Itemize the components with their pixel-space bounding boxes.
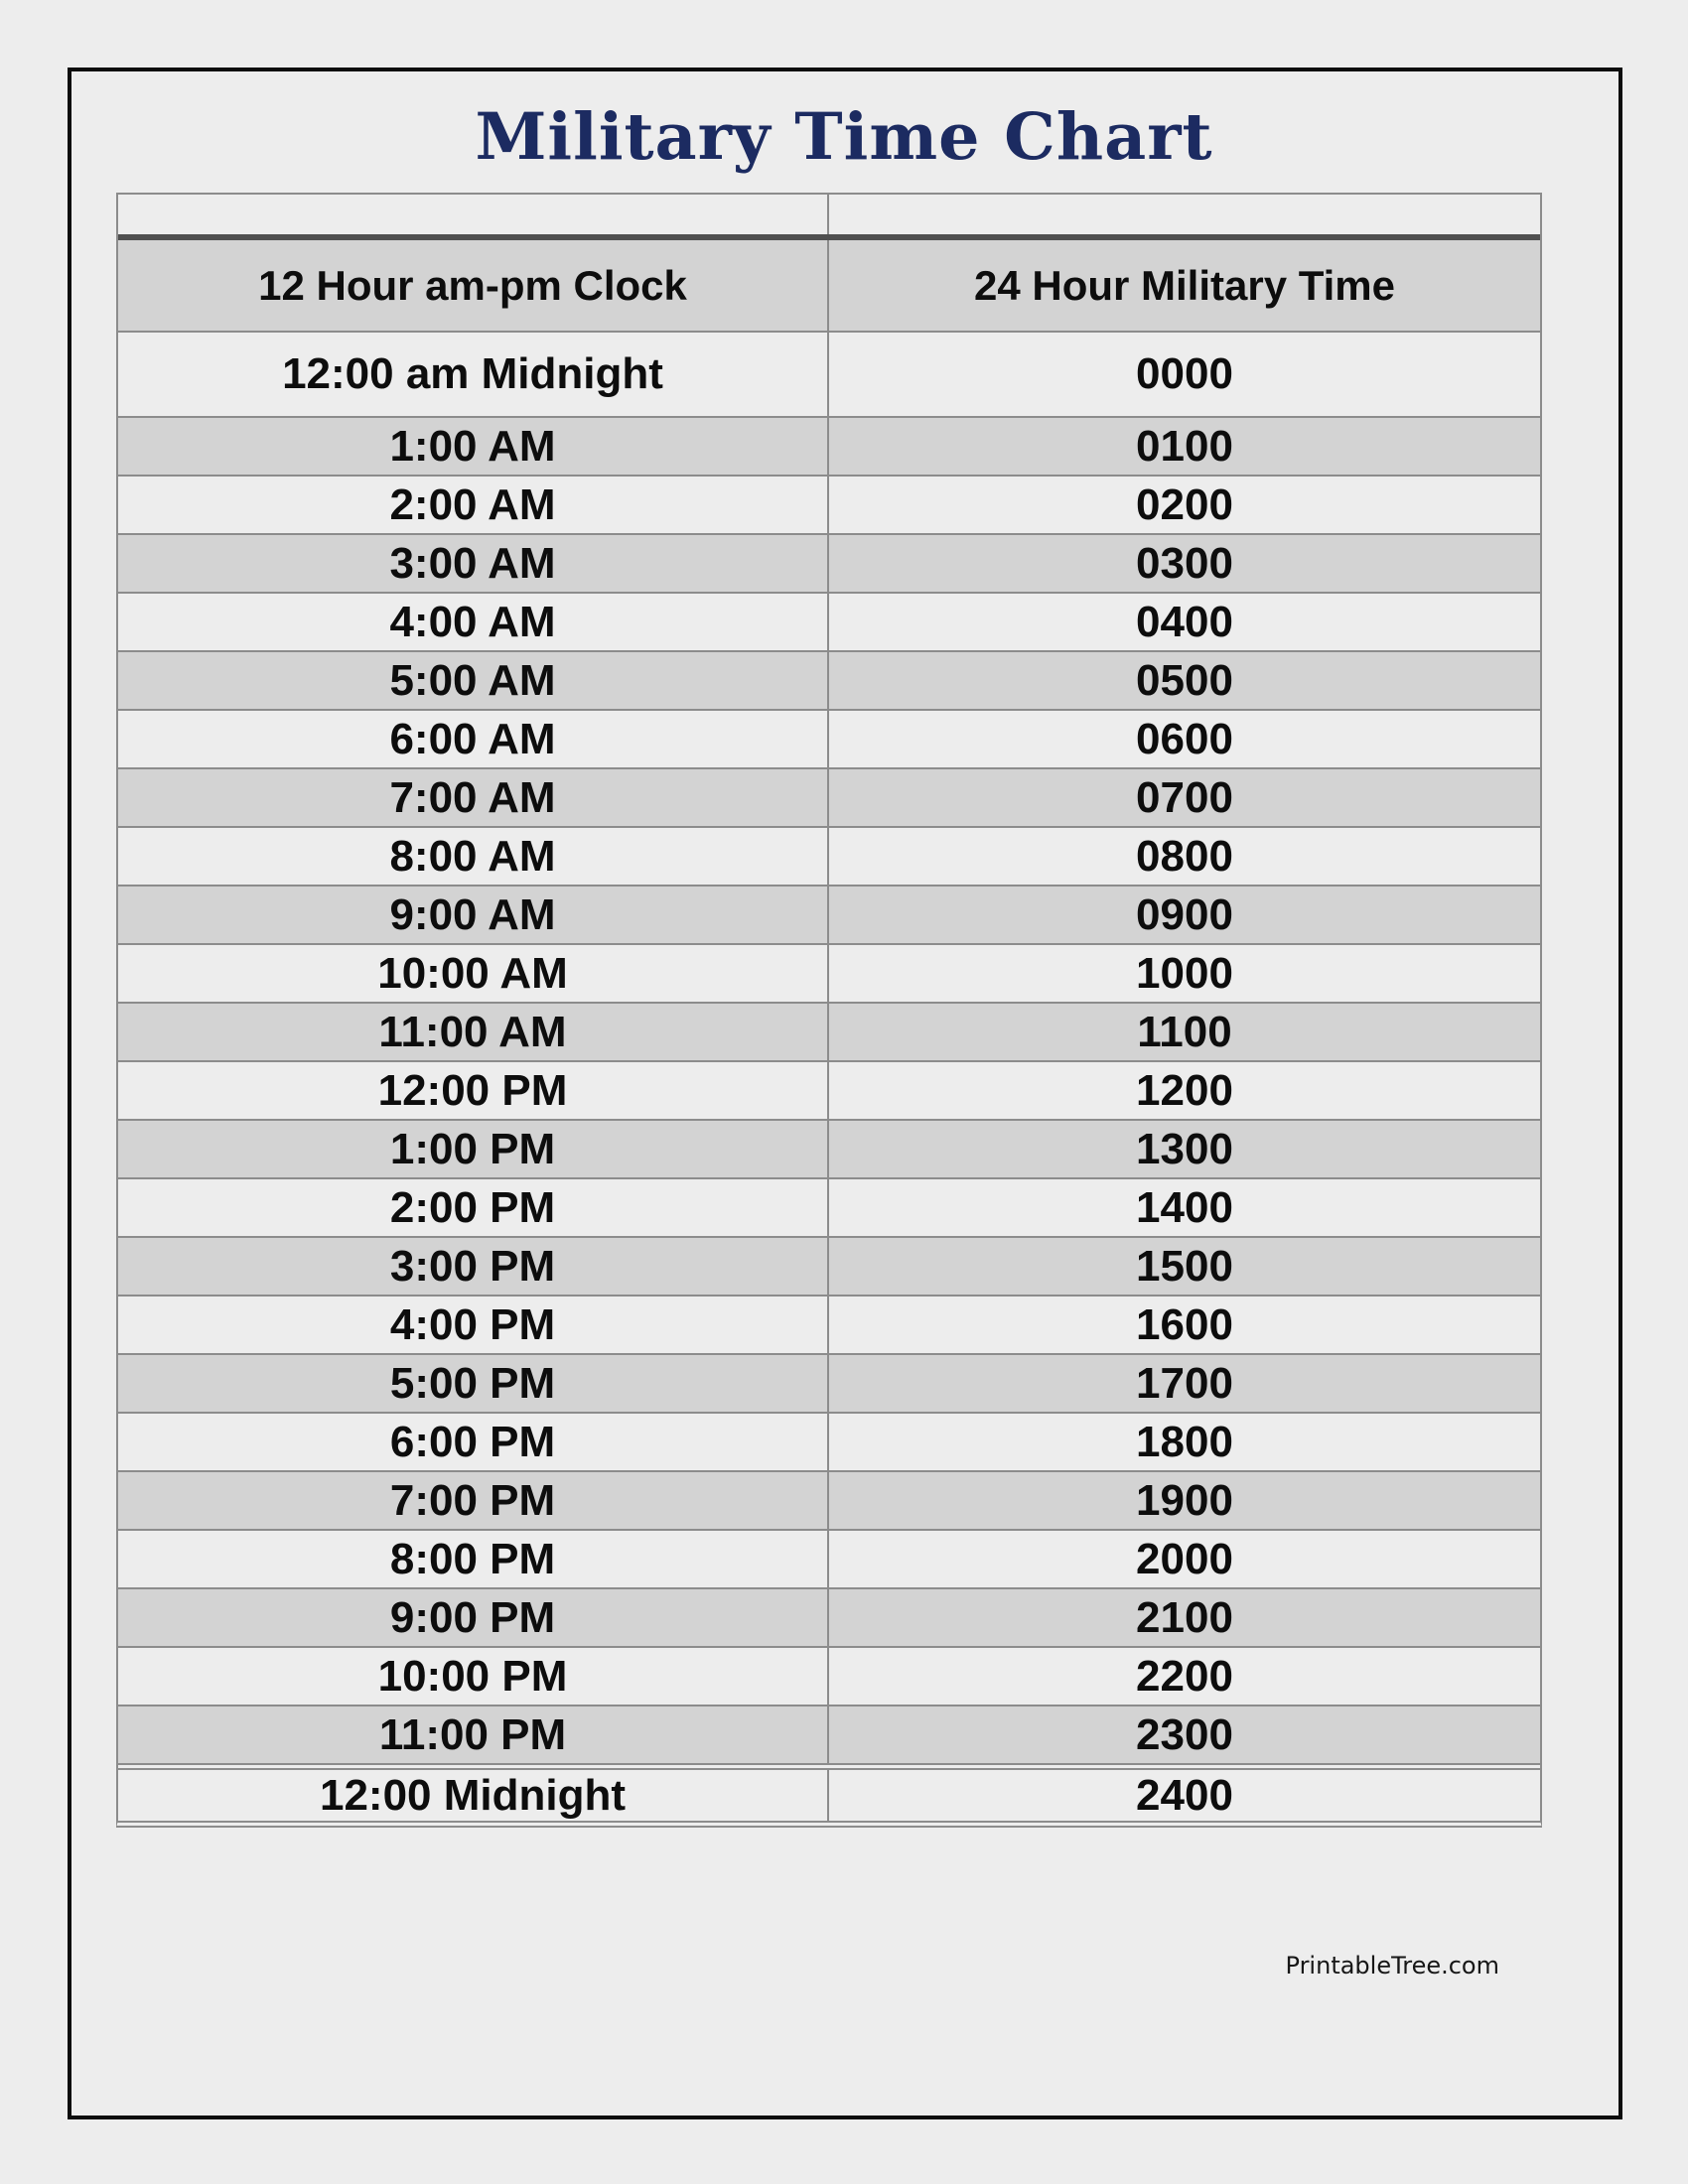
- military-time-cell: 0500: [1136, 655, 1233, 705]
- military-time-cell: 1700: [1136, 1358, 1233, 1408]
- clock-time-cell: 7:00 AM: [118, 769, 829, 826]
- spacer-cell-left: [118, 195, 829, 234]
- table-row: [118, 943, 1540, 1002]
- spacer-row: [118, 195, 1540, 234]
- military-time-cell: 0400: [1136, 597, 1233, 646]
- military-time-cell: 2300: [1136, 1709, 1233, 1759]
- military-time-cell: 1400: [1136, 1182, 1233, 1232]
- military-time-cell: 1900: [1136, 1475, 1233, 1525]
- military-time-cell: 1300: [1136, 1124, 1233, 1173]
- spacer-cell-right: [829, 195, 1540, 234]
- clock-time-cell: 4:00 PM: [118, 1297, 829, 1353]
- military-time-cell: 2400: [1136, 1770, 1233, 1820]
- clock-time-cell: 10:00 AM: [118, 945, 829, 1002]
- table-row: [118, 533, 1540, 592]
- clock-time-cell: 1:00 PM: [118, 1121, 829, 1177]
- table-row: [118, 1470, 1540, 1529]
- table-row: [118, 1060, 1540, 1119]
- clock-time-cell: 12:00 PM: [118, 1062, 829, 1119]
- table-row: [118, 1587, 1540, 1646]
- table-row: [118, 1177, 1540, 1236]
- clock-time-cell: 9:00 AM: [118, 887, 829, 943]
- conversion-table: [116, 193, 1542, 1828]
- clock-time-cell: 5:00 AM: [118, 652, 829, 709]
- military-time-cell: 0800: [1136, 831, 1233, 881]
- clock-time-cell: 1:00 AM: [118, 418, 829, 475]
- military-time-cell: 2100: [1136, 1592, 1233, 1642]
- table-row: [118, 1236, 1540, 1295]
- page-title: Military Time Chart: [475, 99, 1213, 175]
- table-row: [118, 331, 1540, 416]
- table-row: [118, 1353, 1540, 1412]
- military-time-cell: 0200: [1136, 479, 1233, 529]
- footer-site-credit: PrintableTree.com: [1285, 1952, 1499, 1979]
- military-time-cell: 0000: [1136, 349, 1233, 398]
- military-time-cell: 0600: [1136, 714, 1233, 763]
- clock-time-cell: 10:00 PM: [118, 1648, 829, 1705]
- column-header-24-hour: 24 Hour Military Time: [973, 261, 1396, 309]
- table-row: [118, 650, 1540, 709]
- military-time-cell: 1200: [1136, 1065, 1233, 1115]
- military-time-cell: 0300: [1136, 538, 1233, 588]
- clock-time-cell: 9:00 PM: [118, 1589, 829, 1646]
- table-row: [118, 709, 1540, 767]
- table-row: [118, 416, 1540, 475]
- military-time-cell: 2000: [1136, 1534, 1233, 1583]
- military-time-cell: 1100: [1137, 1007, 1232, 1056]
- clock-time-cell: 11:00 PM: [118, 1706, 829, 1763]
- military-time-cell: 2200: [1136, 1651, 1233, 1701]
- column-header-12-hour: 12 Hour am-pm Clock: [118, 240, 829, 331]
- table-row: [118, 1119, 1540, 1177]
- military-time-cell: 1800: [1136, 1417, 1233, 1466]
- military-time-cell: 0100: [1136, 421, 1233, 471]
- table-header-row: [118, 234, 1540, 331]
- table-row: [118, 1529, 1540, 1587]
- clock-time-cell: 12:00 Midnight: [118, 1770, 829, 1821]
- table-row: [118, 1705, 1540, 1763]
- table-row: [118, 475, 1540, 533]
- military-time-cell: 0700: [1136, 772, 1233, 822]
- clock-time-cell: 3:00 AM: [118, 535, 829, 592]
- table-row: [118, 767, 1540, 826]
- table-row: [118, 1763, 1540, 1821]
- military-time-cell: 0900: [1136, 889, 1233, 939]
- table-row: [118, 885, 1540, 943]
- clock-time-cell: 6:00 PM: [118, 1414, 829, 1470]
- clock-time-cell: 3:00 PM: [118, 1238, 829, 1295]
- table-row: [118, 826, 1540, 885]
- clock-time-cell: 11:00 AM: [118, 1004, 829, 1060]
- table-row: [118, 592, 1540, 650]
- clock-time-cell: 5:00 PM: [118, 1355, 829, 1412]
- table-row: [118, 1002, 1540, 1060]
- military-time-cell: 1000: [1136, 948, 1233, 998]
- table-row: [118, 1412, 1540, 1470]
- table-row: [118, 1646, 1540, 1705]
- clock-time-cell: 2:00 AM: [118, 477, 829, 533]
- clock-time-cell: 8:00 AM: [118, 828, 829, 885]
- table-row: [118, 1295, 1540, 1353]
- clock-time-cell: 8:00 PM: [118, 1531, 829, 1587]
- clock-time-cell: 12:00 am Midnight: [118, 333, 829, 416]
- clock-time-cell: 2:00 PM: [118, 1179, 829, 1236]
- clock-time-cell: 6:00 AM: [118, 711, 829, 767]
- clock-time-cell: 4:00 AM: [118, 594, 829, 650]
- military-time-cell: 1600: [1136, 1299, 1233, 1349]
- military-time-cell: 1500: [1136, 1241, 1233, 1291]
- clock-time-cell: 7:00 PM: [118, 1472, 829, 1529]
